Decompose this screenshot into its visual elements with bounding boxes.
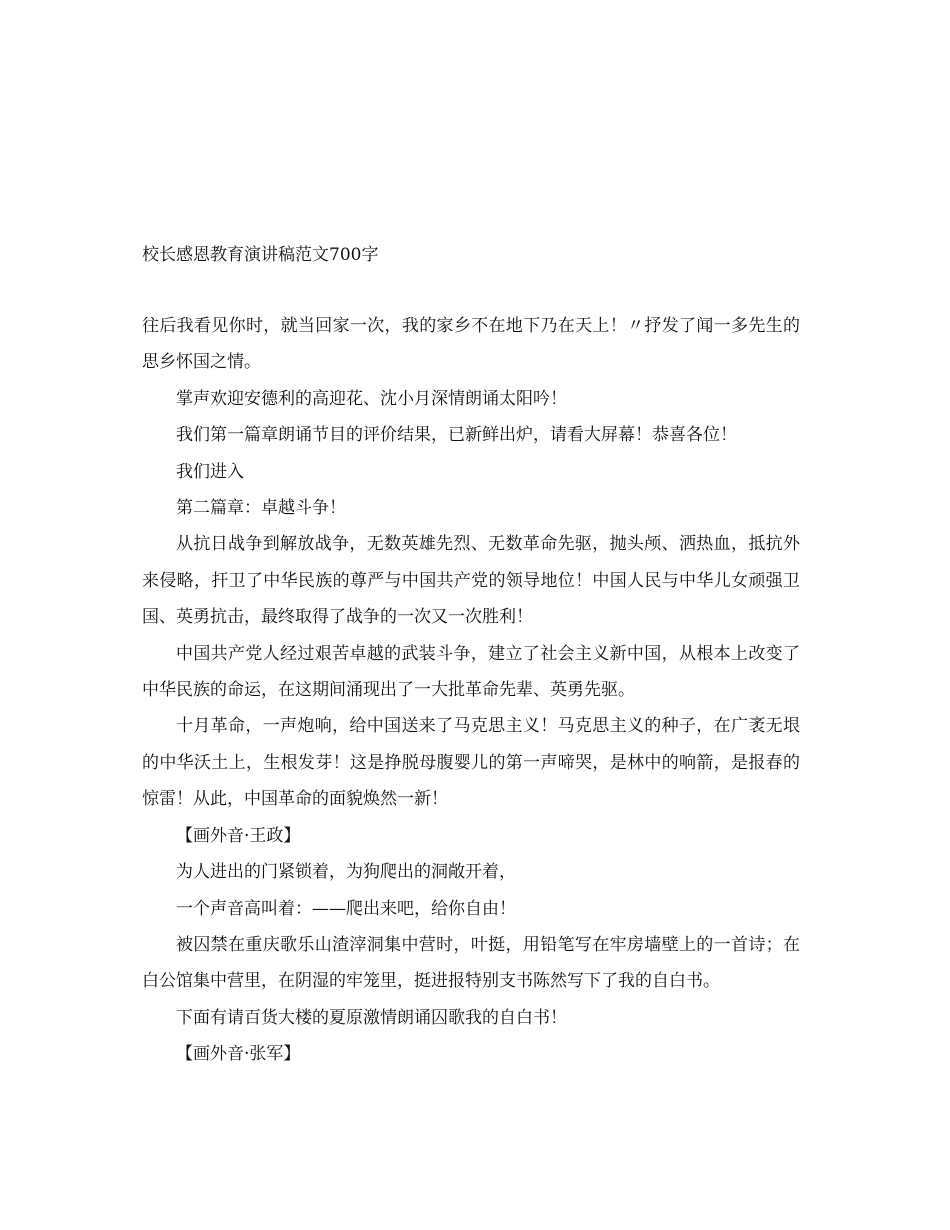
paragraph-13: 下面有请百货大楼的夏原激情朗诵囚歌我的自白书！ [176, 1007, 567, 1028]
paragraph-4: 我们进入 [176, 461, 244, 482]
paragraph-10: 为人进出的门紧锁着，为狗爬出的洞敞开着， [176, 862, 516, 883]
paragraph-9: 【画外音·王政】 [176, 825, 301, 846]
paragraph-2: 掌声欢迎安德利的高迎花、沈小月深情朗诵太阳吟！ [176, 388, 567, 409]
paragraph-1: 往后我看见你时，就当回家一次，我的家乡不在地下乃在天上！〃抒发了闻一多先生的思乡怀国之情。 [142, 316, 800, 373]
paragraph-14: 【画外音·张军】 [176, 1044, 301, 1065]
paragraph-5: 第二篇章：卓越斗争！ [176, 498, 346, 519]
paragraph-3: 我们第一篇章朗诵节目的评价结果，已新鲜出炉，请看大屏幕！恭喜各位！ [176, 425, 737, 446]
document-body [142, 308, 800, 1073]
paragraph-6: 从抗日战争到解放战争，无数英雄先烈、无数革命先驱，抛头颅、洒热血，抵抗外来侵略，扞卫了中华民族的尊严与中国共产党的领导地位！中国人民与中华儿女顽强卫国、英勇抗击，最终取得了战争的一次又一次胜利！ [142, 534, 800, 628]
paragraph-11: 一个声音高叫着：——爬出来吧，给你自由！ [176, 898, 516, 919]
paragraph-7: 中国共产党人经过艰苦卓越的武装斗争，建立了社会主义新中国，从根本上改变了中华民族的命运，在这期间涌现出了一大批革命先辈、英勇先驱。 [142, 643, 800, 701]
paragraph-12: 被囚禁在重庆歌乐山渣滓洞集中营时，叶挺，用铅笔写在牢房墙壁上的一首诗；在白公馆集中营里，在阴湿的牢笼里，挺进报特别支书陈然写下了我的自白书。 [142, 934, 800, 992]
paragraph-8: 十月革命，一声炮响，给中国送来了马克思主义！马克思主义的种子，在广袤无垠的中华沃土上，生根发芽！这是挣脱母腹婴儿的第一声啼哭，是林中的响箭，是报春的惊雷！从此，中国革命的面貌焕然一新！ [142, 716, 800, 810]
document-title: 校长感恩教育演讲稿范文700字 [142, 245, 379, 265]
